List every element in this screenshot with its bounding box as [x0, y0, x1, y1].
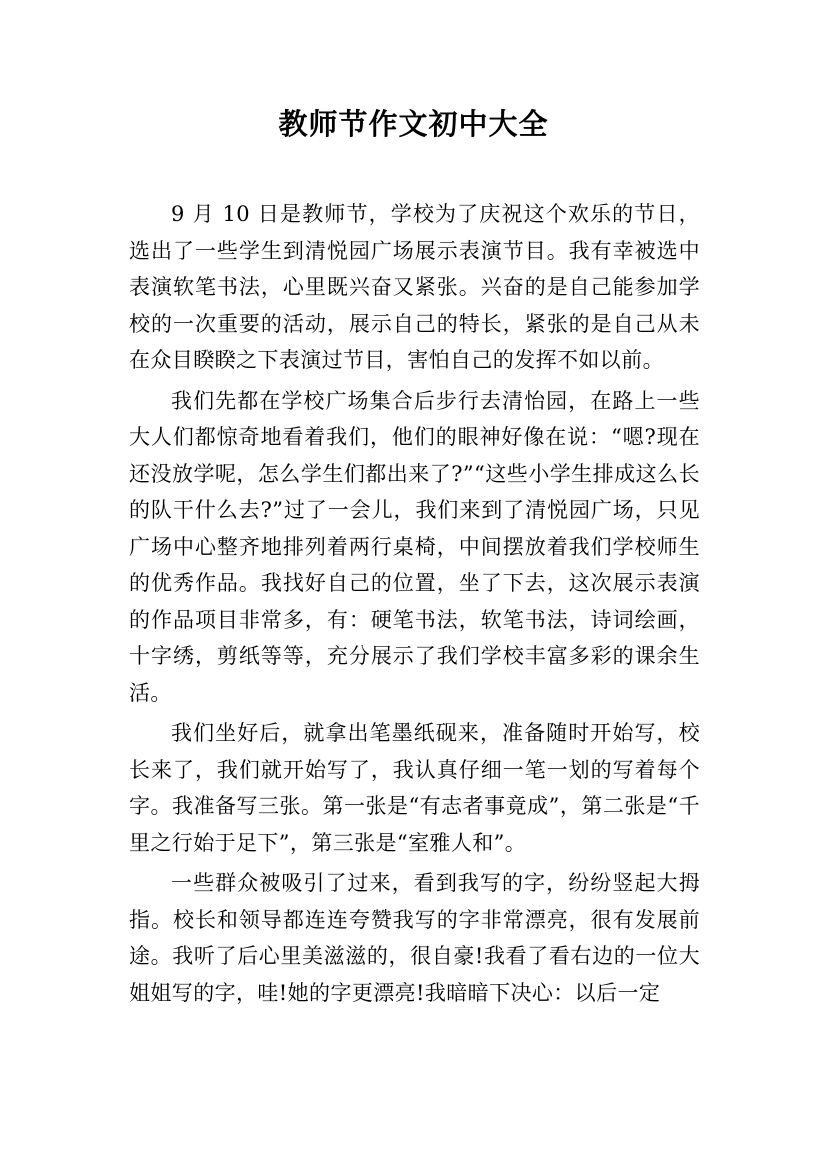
- paragraph-1: 9 月 10 日是教师节，学校为了庆祝这个欢乐的节日，选出了一些学生到清悦园广场展示表演节目。我有幸被选中表演软笔书法，心里既兴奋又紧张。兴奋的是自己能参加学校的一次重要的活动，展示自己的特长，紧张的是自己从未在众目睽睽之下表演过节目，害怕自己的发挥不如以前。: [129, 202, 700, 372]
- paragraph-3: 我们坐好后，就拿出笔墨纸砚来，准备随时开始写，校长来了，我们就开始写了，我认真仔细一笔一划的写着每个字。我准备写三张。第一张是“有志者事竟成”，第二张是“千里之行始于足下”，第三张是“室雅人和”。: [129, 721, 700, 855]
- document-body: [129, 196, 700, 1015]
- paragraph-4: 一些群众被吸引了过来，看到我写的字，纷纷竖起大拇指。校长和领导都连连夸赞我写的字非常漂亮，很有发展前途。我听了后心里美滋滋的，很自豪!我看了看右边的一位大姐姐写的字，哇!她的字更漂亮!我暗暗下决心：以后一定: [129, 871, 700, 1005]
- document-title: 教师节作文初中大全: [278, 107, 549, 141]
- paragraph-2: 我们先都在学校广场集合后步行去清怡园，在路上一些大人们都惊奇地看着我们，他们的眼神好像在说：“嗯?现在还没放学呢，怎么学生们都出来了?”“这些小学生排成这么长的队干什么去?”过了一会儿，我们来到了清悦园广场，只见广场中心整齐地排列着两行桌椅，中间摆放着我们学校师生的优秀作品。我找好自己的位置，坐了下去，这次展示表演的作品项目非常多，有：硬笔书法，软笔书法，诗词绘画，十字绣，剪纸等等，充分展示了我们学校丰富多彩的课余生活。: [129, 388, 700, 705]
